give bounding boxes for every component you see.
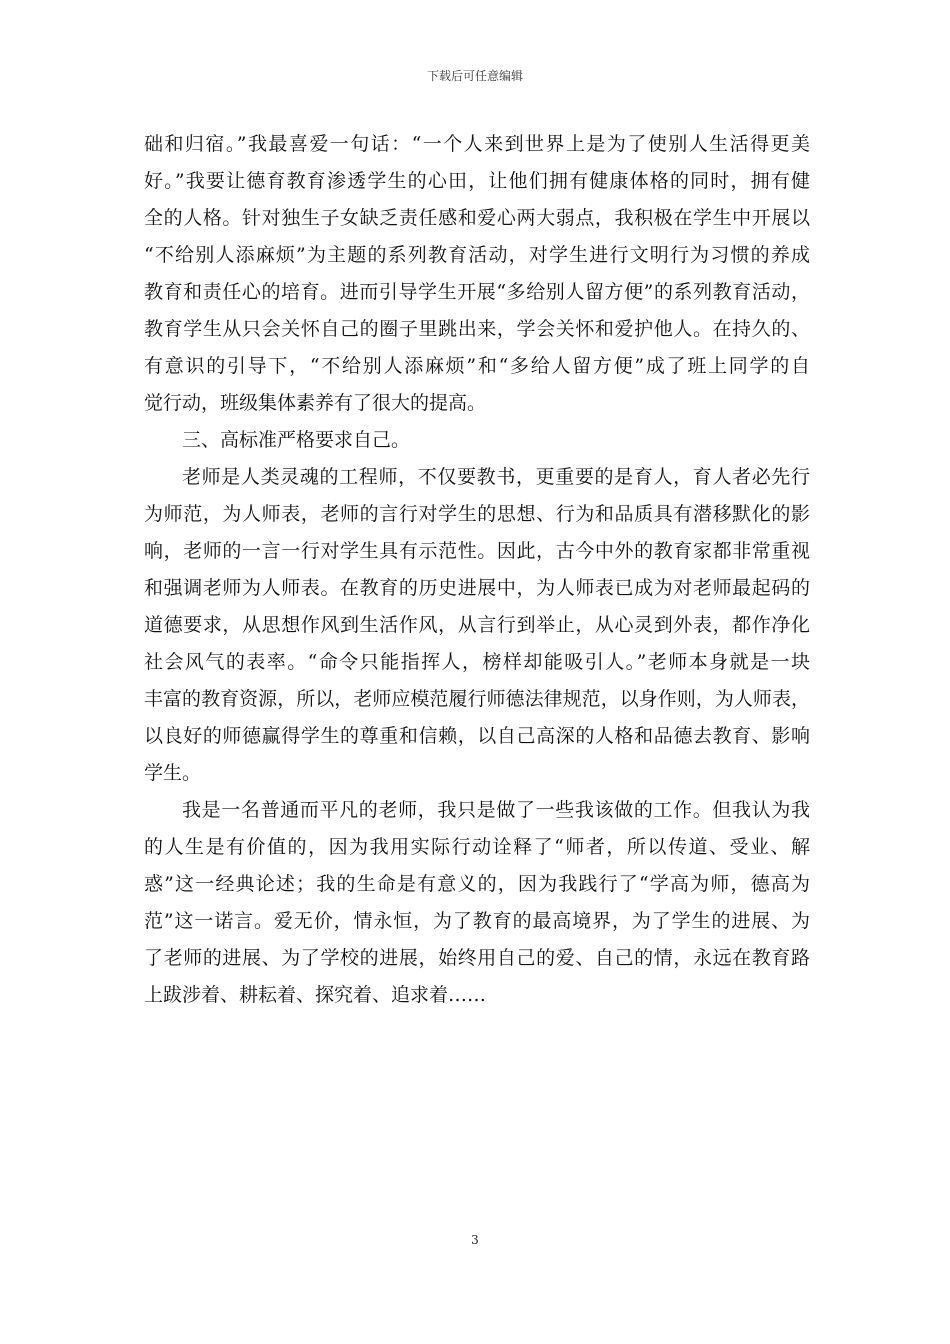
- page-header: 下载后可任意编辑: [426, 69, 523, 83]
- text-line: 了老师的进展、为了学校的进展，始终用自己的爱、自己的情，永远在教育路: [144, 947, 810, 969]
- text-line: 丰富的教育资源，所以，老师应模范履行师德法律规范，以身作则，为人师表，: [144, 688, 810, 710]
- section-heading: 三、高标准严格要求自己。: [182, 429, 411, 451]
- text-line: 老师是人类灵魂的工程师，不仅要教书，更重要的是育人，育人者必先行: [182, 466, 810, 488]
- text-line: 和强调老师为人师表。在教育的历史进展中，为人师表已成为对老师最起码的: [144, 577, 810, 599]
- text-line: “不给别人添麻烦”为主题的系列教育活动，对学生进行文明行为习惯的养成: [144, 244, 810, 266]
- text-line: 我是一名普通而平凡的老师，我只是做了一些我该做的工作。但我认为我: [182, 799, 810, 821]
- text-line: 觉行动，班级集体素养有了很大的提高。: [144, 392, 487, 414]
- text-line: 教育和责任心的培育。进而引导学生开展“多给别人留方便”的系列教育活动，: [144, 281, 810, 303]
- text-line: 有意识的引导下，“不给别人添麻烦”和“多给人留方便”成了班上同学的自: [144, 355, 810, 377]
- body-text: [144, 126, 810, 1014]
- text-line: 教育学生从只会关怀自己的圈子里跳出来，学会关怀和爱护他人。在持久的、: [144, 318, 810, 340]
- text-line: 惑”这一经典论述；我的生命是有意义的，因为我践行了“学高为师，德高为: [144, 873, 810, 895]
- text-line: 好。”我要让德育教育渗透学生的心田，让他们拥有健康体格的同时，拥有健: [144, 170, 810, 192]
- text-line: 道德要求，从思想作风到生活作风，从言行到举止，从心灵到外表，都作净化: [144, 614, 810, 636]
- page-number: 3: [471, 1233, 479, 1247]
- text-line: 以良好的师德赢得学生的尊重和信赖，以自己高深的人格和品德去教育、影响: [144, 725, 810, 747]
- text-line: 为师范，为人师表，老师的言行对学生的思想、行为和品质具有潜移默化的影: [144, 503, 810, 525]
- text-line: 上跋涉着、耕耘着、探究着、追求着……: [144, 984, 487, 1006]
- text-line: 学生。: [144, 762, 202, 784]
- text-line: 范”这一诺言。爱无价，情永恒，为了教育的最高境界，为了学生的进展、为: [144, 910, 810, 932]
- text-line: 础和归宿。”我最喜爱一句话：“一个人来到世界上是为了使别人生活得更美: [144, 133, 810, 155]
- text-line: 社会风气的表率。“命令只能指挥人，榜样却能吸引人。”老师本身就是一块: [144, 651, 810, 673]
- text-line: 全的人格。针对独生子女缺乏责任感和爱心两大弱点，我积极在学生中开展以: [144, 207, 810, 229]
- text-line: 的人生是有价值的，因为我用实际行动诠释了“师者，所以传道、受业、解: [144, 836, 810, 858]
- text-line: 响，老师的一言一行对学生具有示范性。因此，古今中外的教育家都非常重视: [144, 540, 810, 562]
